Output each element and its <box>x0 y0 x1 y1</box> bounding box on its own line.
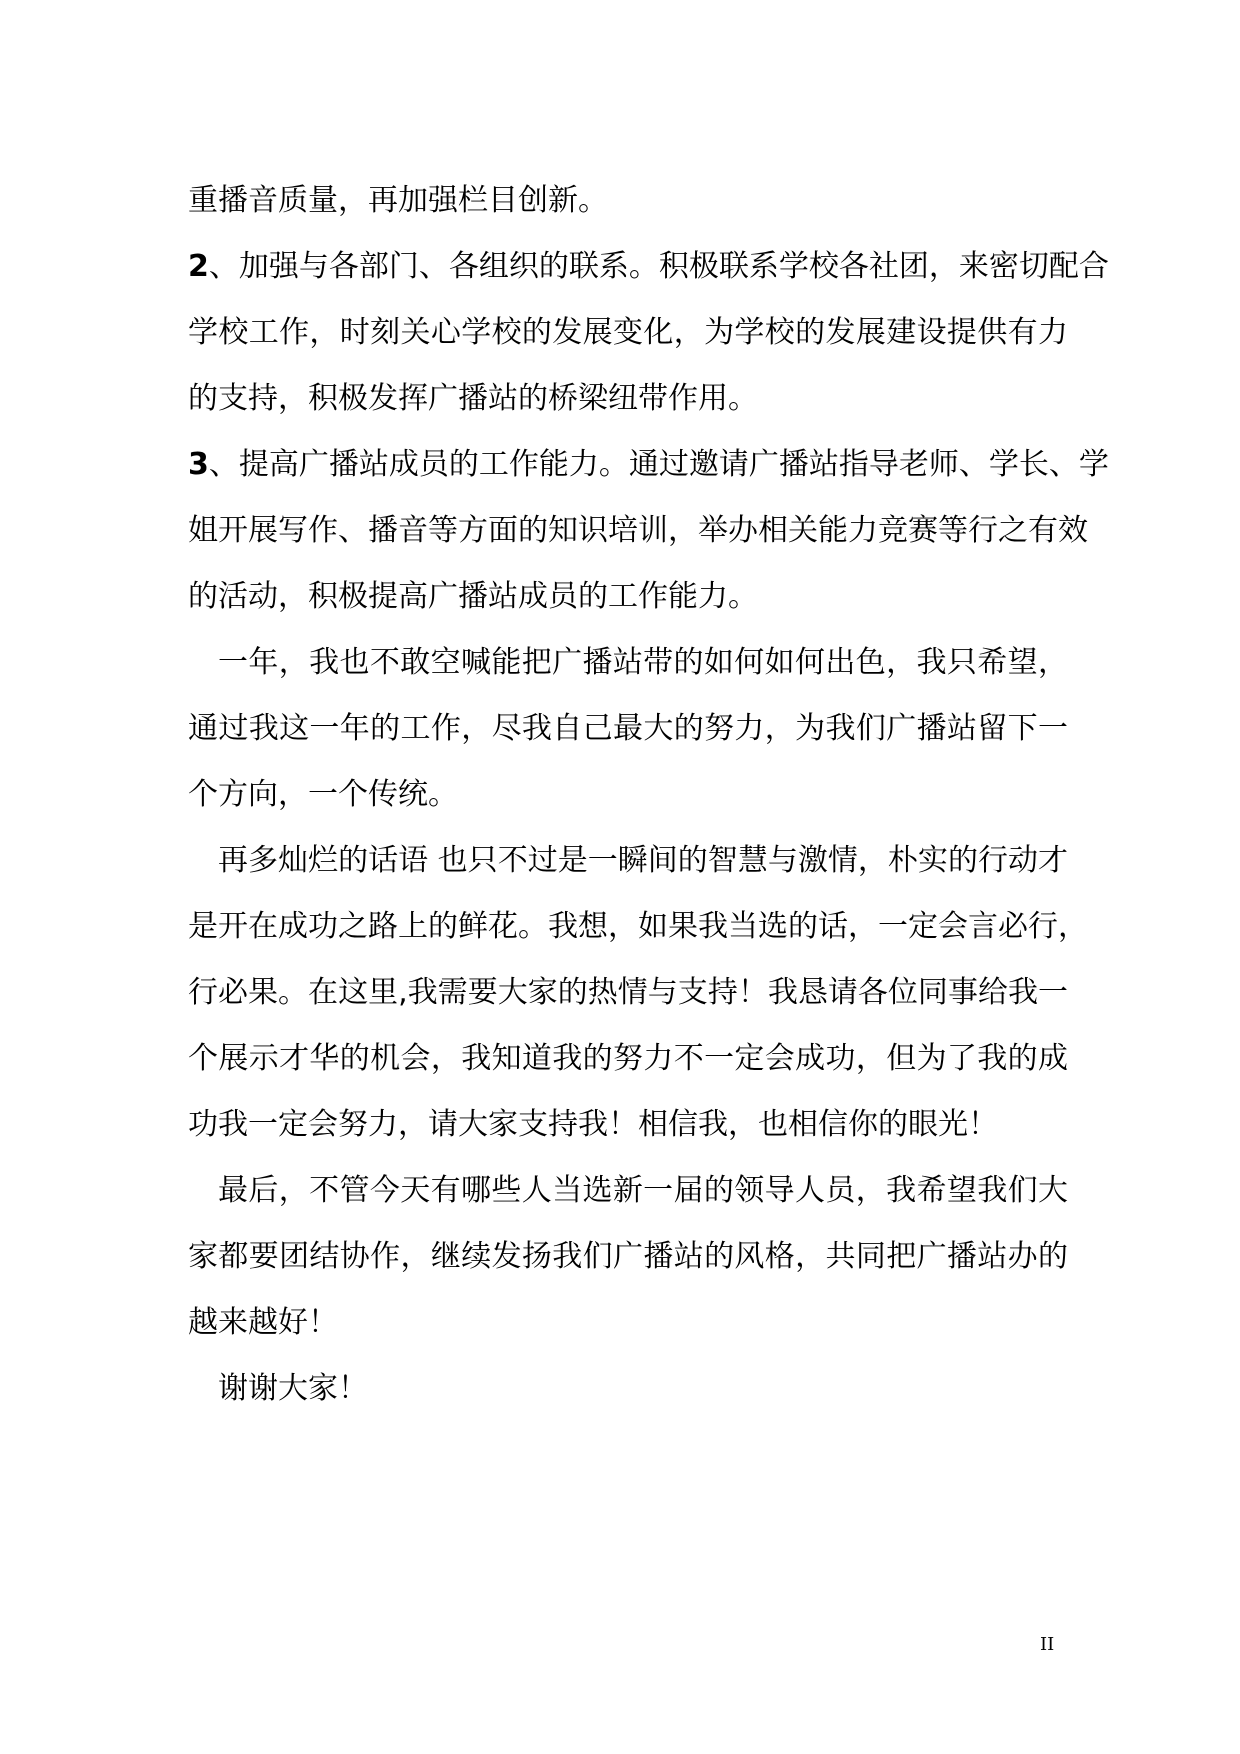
text-line: 的活动，积极提高广播站成员的工作能力。 <box>188 579 758 614</box>
list-item-3 <box>188 432 1109 630</box>
text-line: 越来越好！ <box>188 1305 338 1340</box>
text-line <box>188 234 1109 300</box>
text-line: 一年，我也不敢空喊能把广播站带的如何如何出色，我只希望， <box>218 645 1068 680</box>
document-body <box>188 168 1109 1422</box>
text-line: 再多灿烂的话语 也只不过是一瞬间的智慧与激情，朴实的行动才 <box>218 843 1068 878</box>
list-item-text: 、加强与各部门、各组织的联系。积极联系学校各社团，来密切配合 <box>208 249 1109 284</box>
list-item-number: 3 <box>188 447 209 482</box>
text-line: 的支持，积极发挥广播站的桥梁纽带作用。 <box>188 381 758 416</box>
text-line: 个方向，一个传统。 <box>188 777 458 812</box>
text-line: 家都要团结协作，继续发扬我们广播站的风格，共同把广播站办的 <box>188 1239 1068 1274</box>
text-line: 通过我这一年的工作，尽我自己最大的努力，为我们广播站留下一 <box>188 711 1068 746</box>
paragraph-words <box>188 828 1088 1158</box>
paragraph-thanks <box>188 1356 1068 1422</box>
text-line: 行必果。在这里,我需要大家的热情与支持！我恳请各位同事给我一 <box>188 975 1068 1010</box>
list-item-2 <box>188 234 1109 432</box>
text-line: 是开在成功之路上的鲜花。我想，如果我当选的话，一定会言必行， <box>188 909 1088 944</box>
text-line: 姐开展写作、播音等方面的知识培训，举办相关能力竞赛等行之有效 <box>188 513 1088 548</box>
text-line: 谢谢大家！ <box>218 1371 368 1406</box>
list-item-text: 、提高广播站成员的工作能力。通过邀请广播站指导老师、学长、学 <box>208 447 1109 482</box>
paragraph-continued <box>188 168 1068 234</box>
text-line: 最后，不管今天有哪些人当选新一届的领导人员，我希望我们大 <box>218 1173 1068 1208</box>
page-number: II <box>1040 1634 1055 1655</box>
paragraph-finally <box>188 1158 1068 1356</box>
text-line: 重播音质量，再加强栏目创新。 <box>188 183 608 218</box>
list-item-number: 2 <box>188 249 209 284</box>
text-line: 功我一定会努力，请大家支持我！相信我，也相信你的眼光！ <box>188 1107 998 1142</box>
text-line <box>188 432 1109 498</box>
text-line: 学校工作，时刻关心学校的发展变化，为学校的发展建设提供有力 <box>188 315 1068 350</box>
text-line: 个展示才华的机会，我知道我的努力不一定会成功，但为了我的成 <box>188 1041 1068 1076</box>
paragraph-year <box>188 630 1068 828</box>
